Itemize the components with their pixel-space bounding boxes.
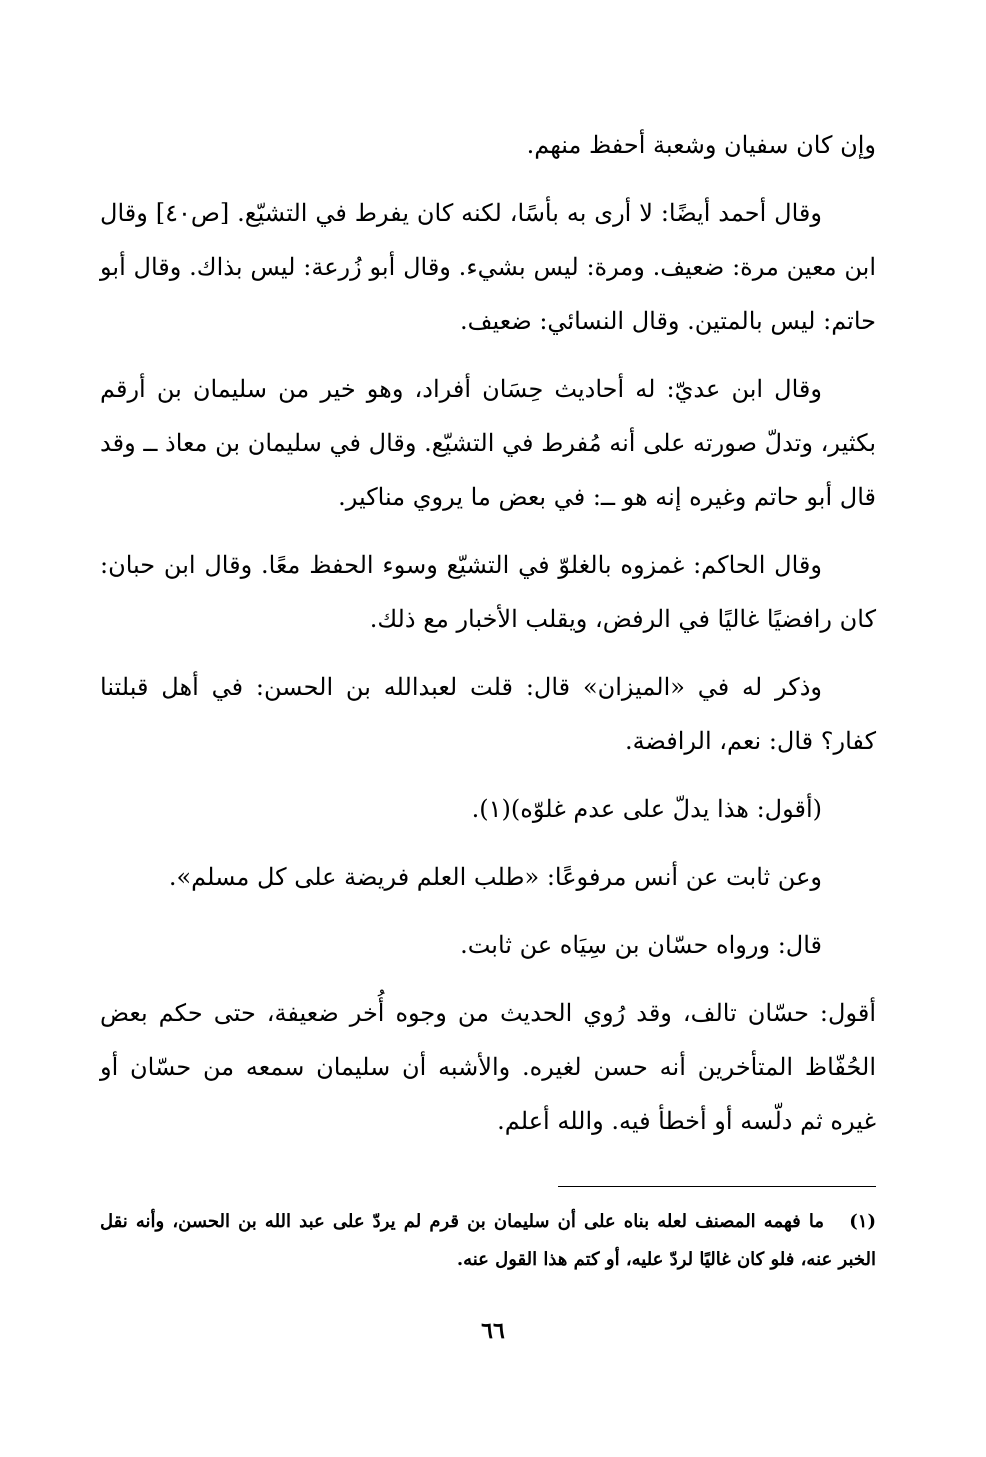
footnote	[100, 1203, 876, 1279]
footnote-marker: (١)	[849, 1211, 876, 1232]
paragraph-6: (أقول: هذا يدلّ على عدم غلوّه)(١).	[471, 795, 822, 823]
paragraph-5: وذكر له في «الميزان» قال: قلت لعبدالله بن الحسن: في أهل قبلتنا كفار؟ قال: نعم، الرافضة.	[100, 673, 876, 755]
paragraph-3: وقال ابن عديّ: له أحاديث حِسَان أفراد، وهو خير من سليمان بن أرقم بكثير، وتدلّ صورته على أنه مُفرط في التشيّع. وقال في سليمان بن معاذ ــ وقد قال أبو حاتم وغيره إنه هو ــ: في بعض ما يروي مناكير.	[100, 375, 876, 511]
main-text	[100, 118, 876, 1162]
paragraph-9: أقول: حسّان تالف، وقد رُوي الحديث من وجوه أُخر ضعيفة، حتى حكم بعض الحُفّاظ المتأخرين أنه حسن لغيره. والأشبه أن سليمان سمعه من حسّان أو غيره ثم دلّسه أو أخطأ فيه. والله أعلم.	[100, 999, 876, 1135]
paragraph-8: قال: ورواه حسّان بن سِيَاه عن ثابت.	[460, 931, 822, 959]
paragraph-2: وقال أحمد أيضًا: لا أرى به بأسًا، لكنه كان يفرط في التشيّع. [ص٤٠] وقال ابن معين مرة: ضعيف. ومرة: ليس بشيء. وقال أبو زُرعة: ليس بذاك. وقال أبو حاتم: ليس بالمتين. وقال النسائي: ضعيف.	[100, 199, 876, 335]
page-number: ٦٦	[481, 1318, 505, 1344]
footnote-separator	[558, 1186, 876, 1187]
paragraph-4: وقال الحاكم: غمزوه بالغلوّ في التشيّع وسوء الحفظ معًا. وقال ابن حبان: كان رافضيًا غاليًا في الرفض، ويقلب الأخبار مع ذلك.	[100, 551, 876, 633]
paragraph-1: وإن كان سفيان وشعبة أحفظ منهم.	[526, 131, 876, 159]
paragraph-7: وعن ثابت عن أنس مرفوعًا: «طلب العلم فريضة على كل مسلم».	[168, 863, 822, 891]
footnote-text: ما فهمه المصنف لعله بناه على أن سليمان بن قرم لم يردّ على عبد الله بن الحسن، وأنه نقل الخبر عنه، فلو كان غاليًا لردّ عليه، أو كتم هذا القول عنه.	[100, 1211, 876, 1270]
